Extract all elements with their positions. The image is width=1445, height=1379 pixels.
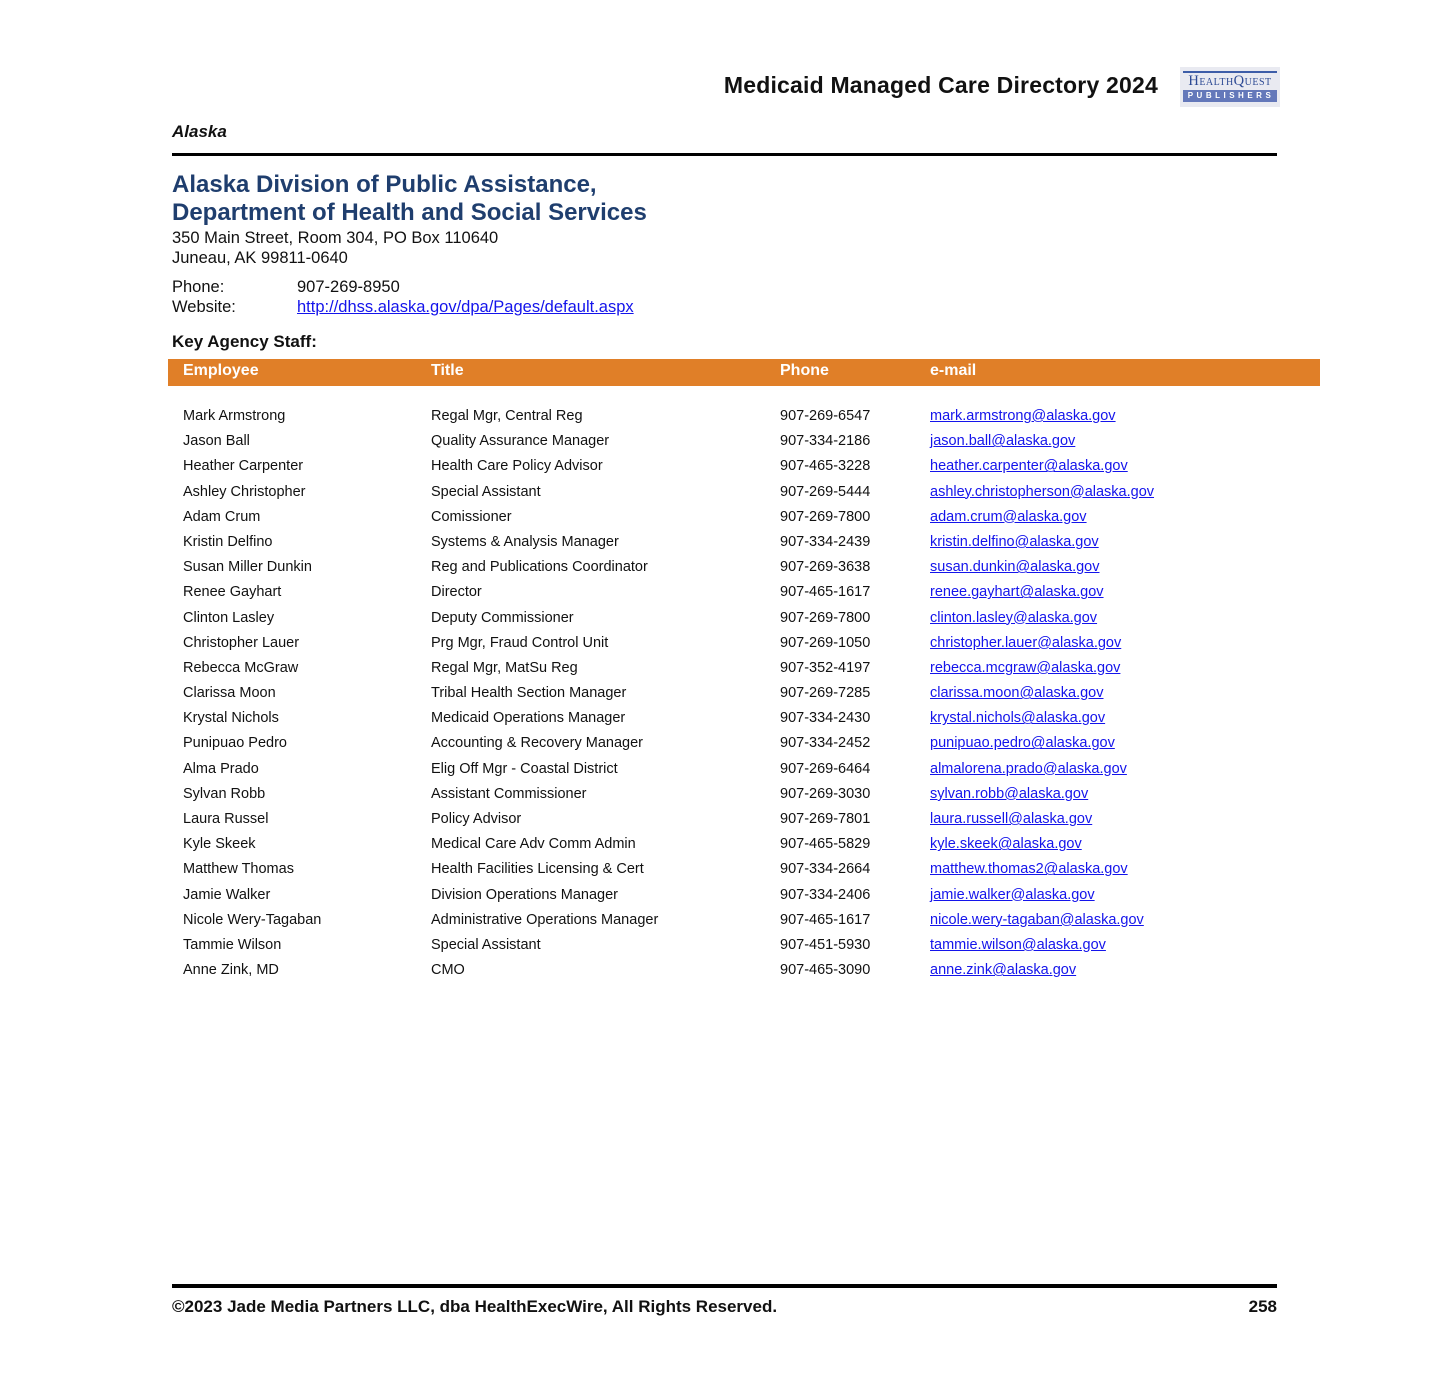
employee-title: Deputy Commissioner xyxy=(431,609,574,626)
employee-phone: 907-269-7801 xyxy=(780,811,871,827)
employee-name: Laura Russel xyxy=(183,811,269,827)
table-row xyxy=(168,480,1320,505)
employee-title: Reg and Publications Coordinator xyxy=(431,559,648,576)
copyright-text: ©2023 Jade Media Partners LLC, dba HealthExecWire, All Rights Reserved. xyxy=(172,1297,778,1316)
employee-email-link[interactable]: clarissa.moon@alaska.gov xyxy=(930,685,1104,702)
employee-email-link[interactable]: punipuao.pedro@alaska.gov xyxy=(930,735,1115,752)
table-row xyxy=(168,530,1320,555)
employee-name: Kristin Delfino xyxy=(183,533,273,550)
employee-title: Director xyxy=(431,584,482,601)
employee-phone: 907-269-3030 xyxy=(780,785,871,802)
table-row xyxy=(168,757,1320,782)
employee-title: Tribal Health Section Manager xyxy=(431,685,627,702)
table-row xyxy=(168,933,1320,958)
employee-email-link[interactable]: tammie.wilson@alaska.gov xyxy=(930,936,1106,953)
employee-phone: 907-465-3228 xyxy=(780,458,871,475)
website-link[interactable]: http://dhss.alaska.gov/dpa/Pages/default.aspx xyxy=(297,298,634,316)
employee-title: Administrative Operations Manager xyxy=(431,911,659,928)
employee-phone: 907-269-6547 xyxy=(780,408,871,424)
employee-name: Clinton Lasley xyxy=(183,609,275,626)
table-row xyxy=(168,681,1320,706)
employee-phone: 907-334-2452 xyxy=(780,735,871,752)
employee-name: Kyle Skeek xyxy=(183,836,256,853)
employee-title: Medicaid Operations Manager xyxy=(431,710,626,727)
employee-name: Heather Carpenter xyxy=(183,458,304,475)
employee-name: Punipuao Pedro xyxy=(183,735,287,752)
employee-title: Quality Assurance Manager xyxy=(431,433,610,450)
table-row xyxy=(168,883,1320,908)
employee-name: Sylvan Robb xyxy=(183,785,266,802)
employee-title: Special Assistant xyxy=(431,483,541,500)
employee-name: Anne Zink, MD xyxy=(183,962,279,979)
column-header-email: e-mail xyxy=(930,362,977,379)
staff-section-heading: Key Agency Staff: xyxy=(172,332,317,351)
employee-name: Jamie Walker xyxy=(183,886,271,903)
employee-name: Rebecca McGraw xyxy=(183,659,299,676)
employee-email-link[interactable]: renee.gayhart@alaska.gov xyxy=(930,584,1104,601)
table-row xyxy=(168,958,1320,983)
employee-title: Systems & Analysis Manager xyxy=(431,533,619,550)
website-label: Website: xyxy=(172,298,236,316)
address-line1: 350 Main Street, Room 304, PO Box 110640 xyxy=(172,229,499,247)
employee-email-link[interactable]: ashley.christopherson@alaska.gov xyxy=(930,483,1155,500)
employee-phone: 907-269-1050 xyxy=(780,634,871,651)
table-row xyxy=(168,807,1320,832)
website-row xyxy=(172,297,634,317)
employee-title: Regal Mgr, Central Reg xyxy=(431,408,583,424)
employee-phone: 907-269-5444 xyxy=(780,483,871,500)
table-row xyxy=(168,606,1320,631)
agency-address xyxy=(172,229,498,268)
employee-email-link[interactable]: adam.crum@alaska.gov xyxy=(930,508,1087,525)
employee-name: Adam Crum xyxy=(183,508,261,525)
employee-title: Policy Advisor xyxy=(431,811,522,827)
employee-name: Krystal Nichols xyxy=(183,710,279,727)
employee-email-link[interactable]: susan.dunkin@alaska.gov xyxy=(930,559,1100,576)
employee-phone: 907-465-3090 xyxy=(780,962,871,979)
employee-email-link[interactable]: kyle.skeek@alaska.gov xyxy=(930,836,1082,853)
employee-name: Ashley Christopher xyxy=(183,483,306,500)
employee-email-link[interactable]: matthew.thomas2@alaska.gov xyxy=(930,861,1128,878)
employee-name: Nicole Wery-Tagaban xyxy=(183,911,322,928)
employee-title: Medical Care Adv Comm Admin xyxy=(431,836,636,853)
column-header-title: Title xyxy=(431,362,464,379)
agency-name-line2: Department of Health and Social Services xyxy=(172,199,647,226)
staff-table-body xyxy=(168,404,1320,983)
employee-title: Accounting & Recovery Manager xyxy=(431,735,643,752)
employee-email-link[interactable]: rebecca.mcgraw@alaska.gov xyxy=(930,659,1121,676)
employee-title: Special Assistant xyxy=(431,936,541,953)
employee-phone: 907-269-7800 xyxy=(780,609,871,626)
agency-name xyxy=(172,171,647,227)
employee-name: Christopher Lauer xyxy=(183,634,300,651)
phone-label: Phone: xyxy=(172,278,225,296)
healthquest-publishers-logo xyxy=(1180,67,1280,107)
footer-divider xyxy=(172,1284,1277,1288)
table-row xyxy=(168,555,1320,580)
employee-phone: 907-334-2406 xyxy=(780,886,871,903)
address-line2: Juneau, AK 99811-0640 xyxy=(172,248,348,267)
employee-name: Matthew Thomas xyxy=(183,861,294,878)
employee-phone: 907-334-2439 xyxy=(780,533,871,550)
employee-title: Elig Off Mgr - Coastal District xyxy=(431,760,618,777)
table-row xyxy=(168,731,1320,756)
table-row xyxy=(168,631,1320,656)
employee-email-link[interactable]: jamie.walker@alaska.gov xyxy=(930,886,1095,903)
employee-phone: 907-334-2664 xyxy=(780,861,871,878)
table-row xyxy=(168,857,1320,882)
page-footer xyxy=(172,1297,1277,1317)
employee-name: Renee Gayhart xyxy=(183,584,282,601)
employee-phone: 907-465-5829 xyxy=(780,836,871,853)
employee-email-link[interactable]: anne.zink@alaska.gov xyxy=(930,962,1077,979)
logo-name-text: HealthQuest xyxy=(1188,73,1272,89)
header-divider xyxy=(172,153,1277,156)
employee-phone: 907-465-1617 xyxy=(780,584,871,601)
employee-name: Mark Armstrong xyxy=(183,408,286,424)
employee-phone: 907-334-2186 xyxy=(780,433,871,450)
table-row xyxy=(168,706,1320,731)
employee-phone: 907-269-7285 xyxy=(780,685,871,702)
table-row xyxy=(168,429,1320,454)
employee-email-link[interactable]: laura.russell@alaska.gov xyxy=(930,811,1093,827)
column-header-employee: Employee xyxy=(183,362,259,379)
employee-title: Health Facilities Licensing & Cert xyxy=(431,861,644,878)
employee-email-link[interactable]: kristin.delfino@alaska.gov xyxy=(930,533,1099,550)
employee-title: Regal Mgr, MatSu Reg xyxy=(431,659,578,676)
employee-email-link[interactable]: clinton.lasley@alaska.gov xyxy=(930,609,1098,626)
agency-name-line1: Alaska Division of Public Assistance, xyxy=(172,171,597,198)
employee-email-link[interactable]: sylvan.robb@alaska.gov xyxy=(930,785,1089,802)
logo-subtitle-text: PUBLISHERS xyxy=(1183,90,1277,102)
table-row xyxy=(168,908,1320,933)
employee-title: Division Operations Manager xyxy=(431,886,618,903)
employee-title: CMO xyxy=(431,962,465,979)
table-row xyxy=(168,454,1320,479)
table-row xyxy=(168,505,1320,530)
employee-title: Assistant Commissioner xyxy=(431,785,587,802)
employee-phone: 907-269-7800 xyxy=(780,508,871,525)
employee-name: Alma Prado xyxy=(183,760,259,777)
document-title: Medicaid Managed Care Directory 2024 xyxy=(723,72,1158,98)
employee-email-link[interactable]: nicole.wery-tagaban@alaska.gov xyxy=(930,911,1144,928)
state-label: Alaska xyxy=(172,122,227,141)
employee-phone: 907-352-4197 xyxy=(780,659,871,676)
employee-phone: 907-269-3638 xyxy=(780,559,871,576)
table-row xyxy=(168,782,1320,807)
table-row xyxy=(168,832,1320,857)
page-number: 258 xyxy=(1248,1297,1277,1316)
employee-email-link[interactable]: mark.armstrong@alaska.gov xyxy=(930,408,1116,424)
employee-phone: 907-334-2430 xyxy=(780,710,871,727)
employee-title: Health Care Policy Advisor xyxy=(431,458,603,475)
table-row xyxy=(168,404,1320,429)
phone-value: 907-269-8950 xyxy=(297,278,400,296)
employee-phone: 907-451-5930 xyxy=(780,936,871,953)
column-header-phone: Phone xyxy=(780,362,829,379)
employee-name: Susan Miller Dunkin xyxy=(183,559,312,576)
employee-email-link[interactable]: christopher.lauer@alaska.gov xyxy=(930,634,1122,651)
employee-email-link[interactable]: jason.ball@alaska.gov xyxy=(930,433,1076,450)
table-row xyxy=(168,656,1320,681)
contact-block xyxy=(172,277,634,317)
staff-table-header xyxy=(168,359,1320,386)
employee-email-link[interactable]: krystal.nichols@alaska.gov xyxy=(930,710,1106,727)
employee-name: Jason Ball xyxy=(183,433,250,450)
employee-email-link[interactable]: almalorena.prado@alaska.gov xyxy=(930,760,1127,777)
employee-name: Clarissa Moon xyxy=(183,685,276,702)
employee-title: Comissioner xyxy=(431,508,512,525)
employee-phone: 907-269-6464 xyxy=(780,760,871,777)
table-row xyxy=(168,580,1320,605)
employee-name: Tammie Wilson xyxy=(183,936,282,953)
employee-title: Prg Mgr, Fraud Control Unit xyxy=(431,634,609,651)
phone-row xyxy=(172,277,634,297)
employee-email-link[interactable]: heather.carpenter@alaska.gov xyxy=(930,458,1128,475)
employee-phone: 907-465-1617 xyxy=(780,911,871,928)
